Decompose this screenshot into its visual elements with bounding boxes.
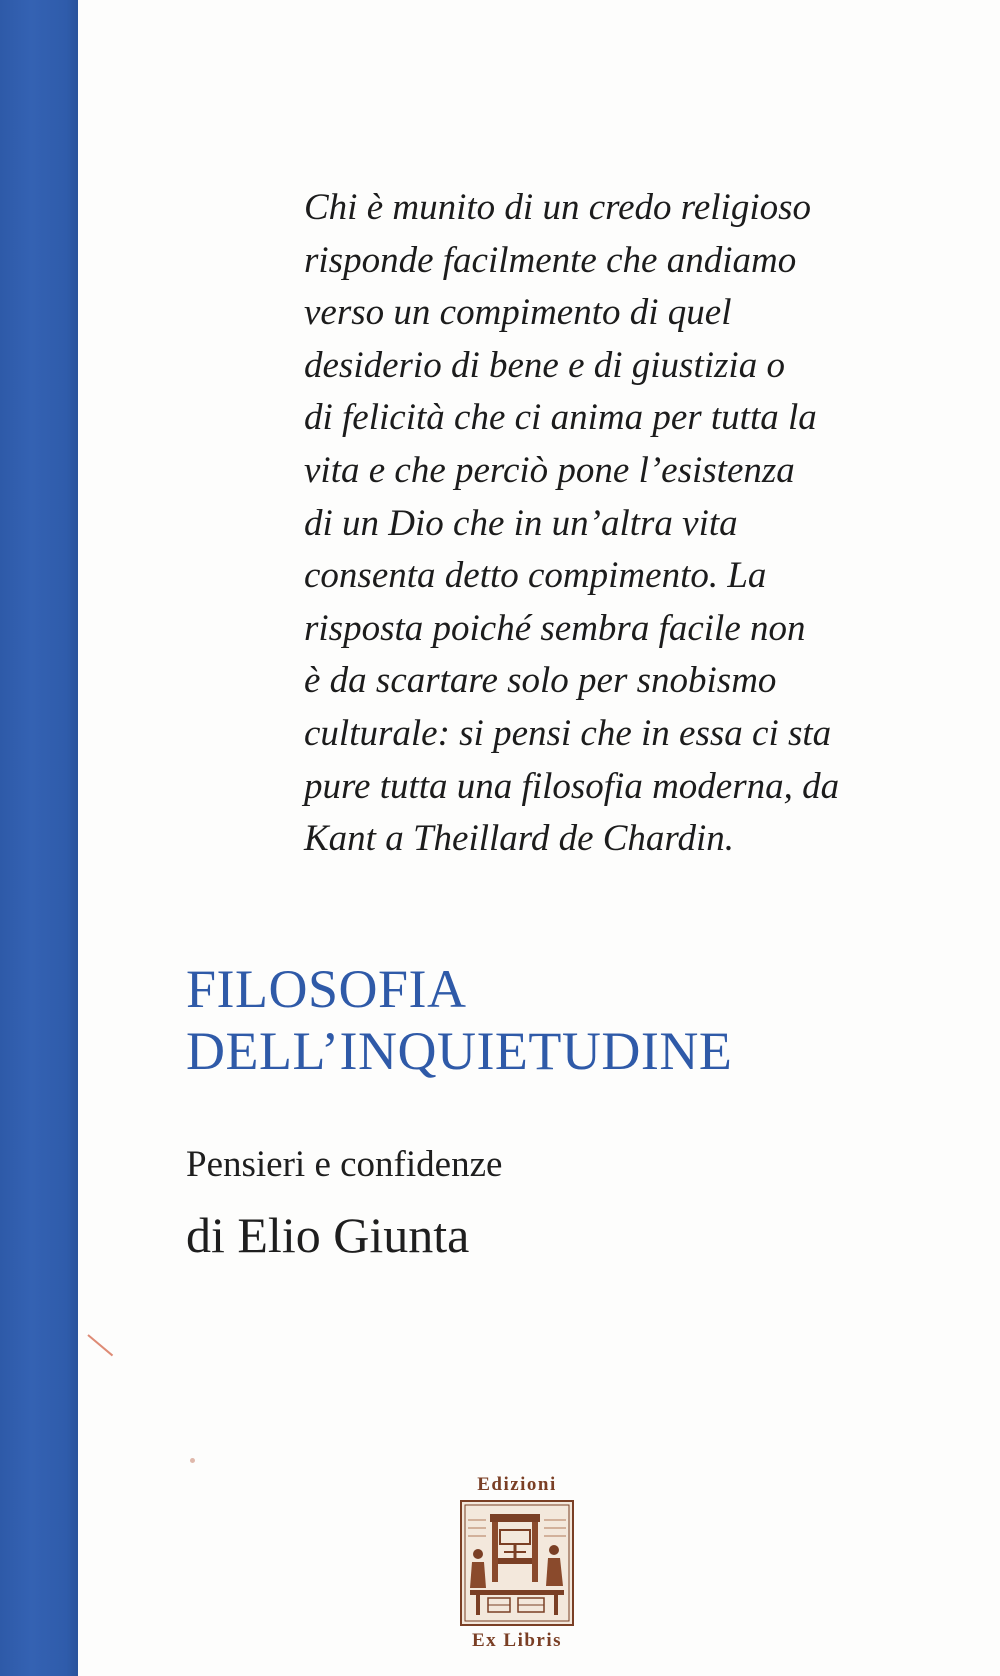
blurb-line: vita e che perciò pone l’esistenza [304,449,795,491]
blurb-line: risposta poiché sembra facile non [304,607,806,649]
publisher-logo-bottom-text: Ex Libris [471,1630,563,1651]
blurb-line: Chi è munito di un credo religioso [304,187,811,228]
publisher-logo-top-text: Edizioni [477,1474,557,1495]
spine-color-band [0,0,78,1676]
book-title-line-2: DELL’INQUIETUDINE [186,1021,733,1081]
stray-pen-mark [87,1334,113,1356]
blurb-line: di felicità che ci anima per tutta la [304,397,817,439]
blurb-line: consenta detto compimento. La [304,555,767,597]
back-cover-blurb [304,182,984,866]
blurb-line: Kant a Theillard de Chardin. [304,818,734,860]
blurb-line: desiderio di bene e di giustizia o [304,344,785,386]
publisher-logo [454,1474,580,1654]
book-subtitle: Pensieri e confidenze [186,1144,503,1185]
book-title-line-1: FILOSOFIA [186,959,467,1019]
blurb-line: culturale: si pensi che in essa ci sta [304,712,832,754]
blurb-line: risponde facilmente che andiamo [304,239,797,281]
blurb-line: è da scartare solo per snobismo [304,660,777,702]
book-author: di Elio Giunta [186,1207,470,1263]
blurb-line: pure tutta una filosofia moderna, da [304,765,840,807]
book-title [186,958,732,1082]
blurb-line: verso un compimento di quel [304,292,732,334]
blurb-line: di un Dio che in un’altra vita [304,502,738,544]
stray-dot-mark [190,1458,195,1463]
printing-press-engraving-icon [460,1500,574,1626]
